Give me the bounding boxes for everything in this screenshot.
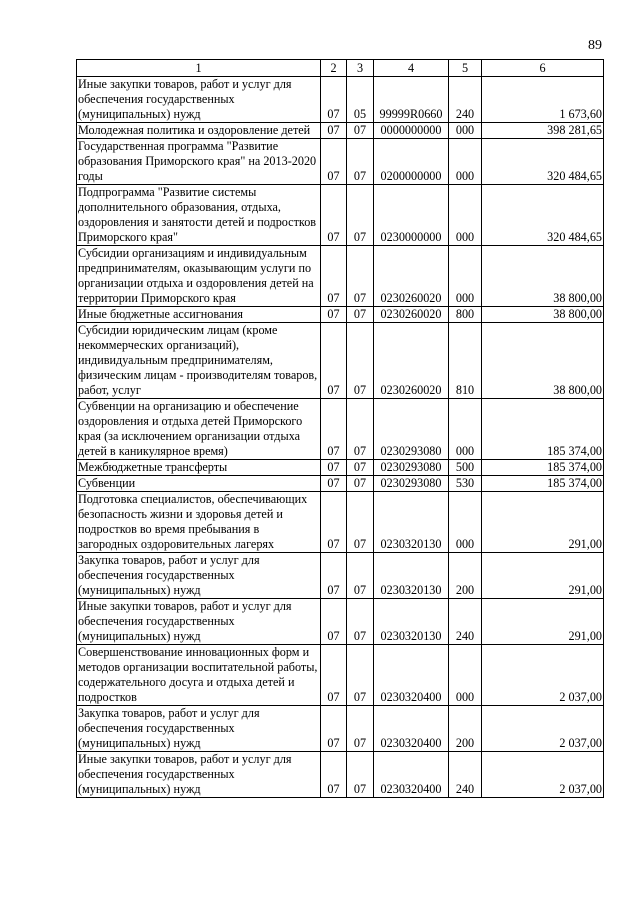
item-name-cell: Иные бюджетные ассигнования [77,307,321,323]
section-code-cell: 07 [321,752,347,798]
column-header: 5 [449,60,482,77]
amount-cell: 38 800,00 [482,307,604,323]
table-row [77,185,604,246]
expense-type-cell: 240 [449,599,482,645]
item-name-cell: Иные закупки товаров, работ и услуг для обеспечения государственных (муниципальных) нужд [77,77,321,123]
expense-type-cell: 240 [449,752,482,798]
column-header: 4 [374,60,449,77]
subsection-code-cell: 07 [347,752,374,798]
target-article-cell: 0230320130 [374,553,449,599]
expense-type-cell: 000 [449,246,482,307]
table-row [77,645,604,706]
target-article-cell: 0000000000 [374,123,449,139]
section-code-cell: 07 [321,185,347,246]
table-row [77,123,604,139]
item-name-cell: Закупка товаров, работ и услуг для обеспечения государственных (муниципальных) нужд [77,553,321,599]
item-name-cell: Субсидии организациям и индивидуальным предпринимателям, оказывающим услуги по организации отдыха и оздоровления детей на территории Приморского края [77,246,321,307]
amount-cell: 185 374,00 [482,476,604,492]
item-name-cell: Субвенции на организацию и обеспечение оздоровления и отдыха детей Приморского края (за исключением организации отдыха детей в каникулярное время) [77,399,321,460]
table-row [77,599,604,645]
target-article-cell: 0230260020 [374,246,449,307]
target-article-cell: 0230320400 [374,706,449,752]
expense-type-cell: 810 [449,323,482,399]
target-article-cell: 0230293080 [374,399,449,460]
amount-cell: 2 037,00 [482,645,604,706]
expense-type-cell: 240 [449,77,482,123]
amount-cell: 291,00 [482,492,604,553]
subsection-code-cell: 07 [347,307,374,323]
amount-cell: 2 037,00 [482,752,604,798]
table-row [77,476,604,492]
table-row [77,399,604,460]
table-row [77,706,604,752]
target-article-cell: 0230320130 [374,599,449,645]
item-name-cell: Иные закупки товаров, работ и услуг для обеспечения государственных (муниципальных) нужд [77,599,321,645]
target-article-cell: 0230293080 [374,476,449,492]
item-name-cell: Межбюджетные трансферты [77,460,321,476]
expense-type-cell: 000 [449,185,482,246]
item-name-cell: Субсидии юридическим лицам (кроме некоммерческих организаций), индивидуальным предпринимателям, физическим лицам - производителям товаров, работ, услуг [77,323,321,399]
subsection-code-cell: 07 [347,399,374,460]
subsection-code-cell: 07 [347,645,374,706]
column-header: 1 [77,60,321,77]
subsection-code-cell: 07 [347,553,374,599]
section-code-cell: 07 [321,139,347,185]
table-row [77,323,604,399]
target-article-cell: 0230293080 [374,460,449,476]
section-code-cell: 07 [321,706,347,752]
expense-type-cell: 000 [449,139,482,185]
column-header: 6 [482,60,604,77]
section-code-cell: 07 [321,645,347,706]
table-row [77,77,604,123]
target-article-cell: 0230260020 [374,307,449,323]
item-name-cell: Совершенствование инновационных форм и методов организации воспитательной работы, содержательного досуга и отдыха детей и подростков [77,645,321,706]
table-row [77,246,604,307]
expense-type-cell: 000 [449,399,482,460]
page-number: 89 [588,38,602,53]
item-name-cell: Молодежная политика и оздоровление детей [77,123,321,139]
section-code-cell: 07 [321,323,347,399]
table-row [77,752,604,798]
budget-table [76,59,604,798]
table-row [77,139,604,185]
target-article-cell: 0230320400 [374,752,449,798]
subsection-code-cell: 07 [347,706,374,752]
target-article-cell: 99999R0660 [374,77,449,123]
item-name-cell: Подготовка специалистов, обеспечивающих безопасность жизни и здоровья детей и подростков во время пребывания в загородных оздоровительных лагерях [77,492,321,553]
section-code-cell: 07 [321,476,347,492]
target-article-cell: 0230260020 [374,323,449,399]
amount-cell: 320 484,65 [482,185,604,246]
table-header-row [77,60,604,77]
amount-cell: 291,00 [482,599,604,645]
section-code-cell: 07 [321,246,347,307]
item-name-cell: Государственная программа "Развитие образования Приморского края" на 2013-2020 годы [77,139,321,185]
expense-type-cell: 500 [449,460,482,476]
column-header: 2 [321,60,347,77]
expense-type-cell: 800 [449,307,482,323]
target-article-cell: 0230000000 [374,185,449,246]
subsection-code-cell: 07 [347,139,374,185]
section-code-cell: 07 [321,399,347,460]
amount-cell: 398 281,65 [482,123,604,139]
expense-type-cell: 530 [449,476,482,492]
item-name-cell: Закупка товаров, работ и услуг для обеспечения государственных (муниципальных) нужд [77,706,321,752]
section-code-cell: 07 [321,77,347,123]
amount-cell: 185 374,00 [482,399,604,460]
table-body [77,77,604,798]
item-name-cell: Иные закупки товаров, работ и услуг для обеспечения государственных (муниципальных) нужд [77,752,321,798]
section-code-cell: 07 [321,599,347,645]
subsection-code-cell: 07 [347,323,374,399]
expense-type-cell: 000 [449,645,482,706]
section-code-cell: 07 [321,307,347,323]
expense-type-cell: 000 [449,492,482,553]
amount-cell: 2 037,00 [482,706,604,752]
subsection-code-cell: 07 [347,185,374,246]
section-code-cell: 07 [321,553,347,599]
expense-type-cell: 200 [449,553,482,599]
amount-cell: 185 374,00 [482,460,604,476]
section-code-cell: 07 [321,460,347,476]
item-name-cell: Субвенции [77,476,321,492]
subsection-code-cell: 07 [347,460,374,476]
target-article-cell: 0230320400 [374,645,449,706]
table-row [77,553,604,599]
amount-cell: 38 800,00 [482,323,604,399]
section-code-cell: 07 [321,492,347,553]
subsection-code-cell: 07 [347,246,374,307]
table-row [77,460,604,476]
column-header: 3 [347,60,374,77]
table-row [77,492,604,553]
item-name-cell: Подпрограмма "Развитие системы дополнительного образования, отдыха, оздоровления и занятости детей и подростков Приморского края" [77,185,321,246]
subsection-code-cell: 07 [347,123,374,139]
expense-type-cell: 000 [449,123,482,139]
target-article-cell: 0230320130 [374,492,449,553]
target-article-cell: 0200000000 [374,139,449,185]
amount-cell: 320 484,65 [482,139,604,185]
amount-cell: 291,00 [482,553,604,599]
subsection-code-cell: 05 [347,77,374,123]
subsection-code-cell: 07 [347,599,374,645]
amount-cell: 1 673,60 [482,77,604,123]
table-row [77,307,604,323]
subsection-code-cell: 07 [347,492,374,553]
section-code-cell: 07 [321,123,347,139]
expense-type-cell: 200 [449,706,482,752]
amount-cell: 38 800,00 [482,246,604,307]
subsection-code-cell: 07 [347,476,374,492]
